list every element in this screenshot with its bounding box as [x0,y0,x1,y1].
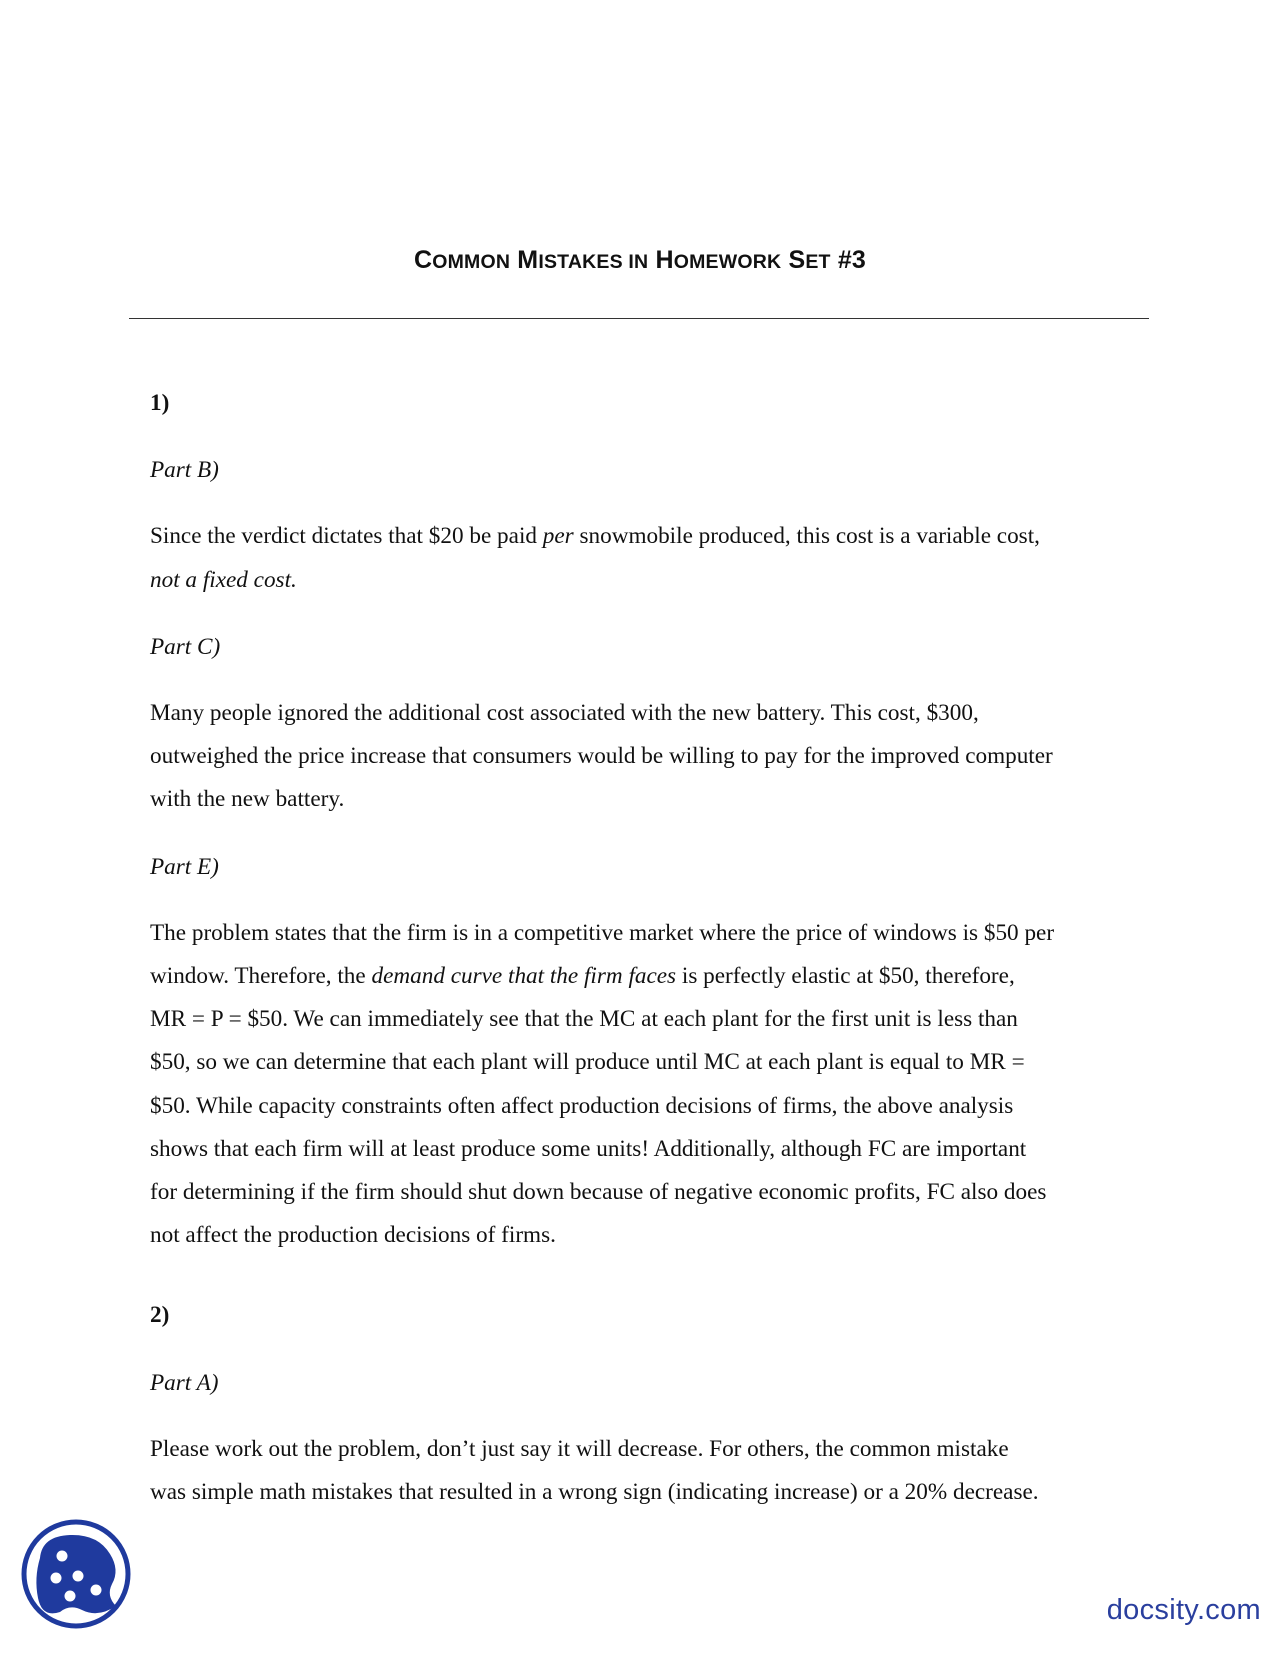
part-b-paragraph: Since the verdict dictates that $20 be paid per snowmobile produced, this cost is a variable cost, not a fixed cost. [150,523,1040,593]
part-c-heading: Part C) [150,633,221,660]
part-a-paragraph: Please work out the problem, don’t just say it will decrease. For others, the common mistake was simple math mistakes that resulted in a wrong sign (indicating increase) or a 20% decrease. [150,1435,1039,1506]
question-1-number: 1) [150,390,170,416]
part-e-heading: Part E) [150,853,219,880]
part-c-paragraph: Many people ignored the additional cost associated with the new battery. This cost, $300, outweighed the price increase that consumers would be willing to pay for the improved computer with the new battery. [150,700,1053,813]
part-b-heading: Part B) [150,457,219,484]
document-body [150,382,1140,1514]
docsity-logo-icon[interactable] [20,1518,132,1630]
page-title: COMMON MISTAKES IN HOMEWORK SET #3 [413,246,867,274]
docsity-brand-link[interactable]: docsity.com [1106,1594,1261,1626]
question-2-number: 2) [150,1302,170,1329]
part-a-heading: Part A) [150,1369,219,1396]
title-divider [129,318,1149,319]
part-e-paragraph: The problem states that the firm is in a competitive market where the price of windows is $50 per window. Therefore, the demand curve that the firm faces is perfectly elastic at $50, therefore, MR = P = $50. We can immediately see that the MC at each plant for the first unit is less than $50, so we can determine that each plant will produce until MC at each plant is equal to MR = $50. While capacity constraints often affect production decisions of firms, the above analysis shows that each firm will at least produce some units! Additionally, although FC are important for determining if the firm should shut down because of negative economic profits, FC also does not affect the production decisions of firms. [150,919,1055,1249]
